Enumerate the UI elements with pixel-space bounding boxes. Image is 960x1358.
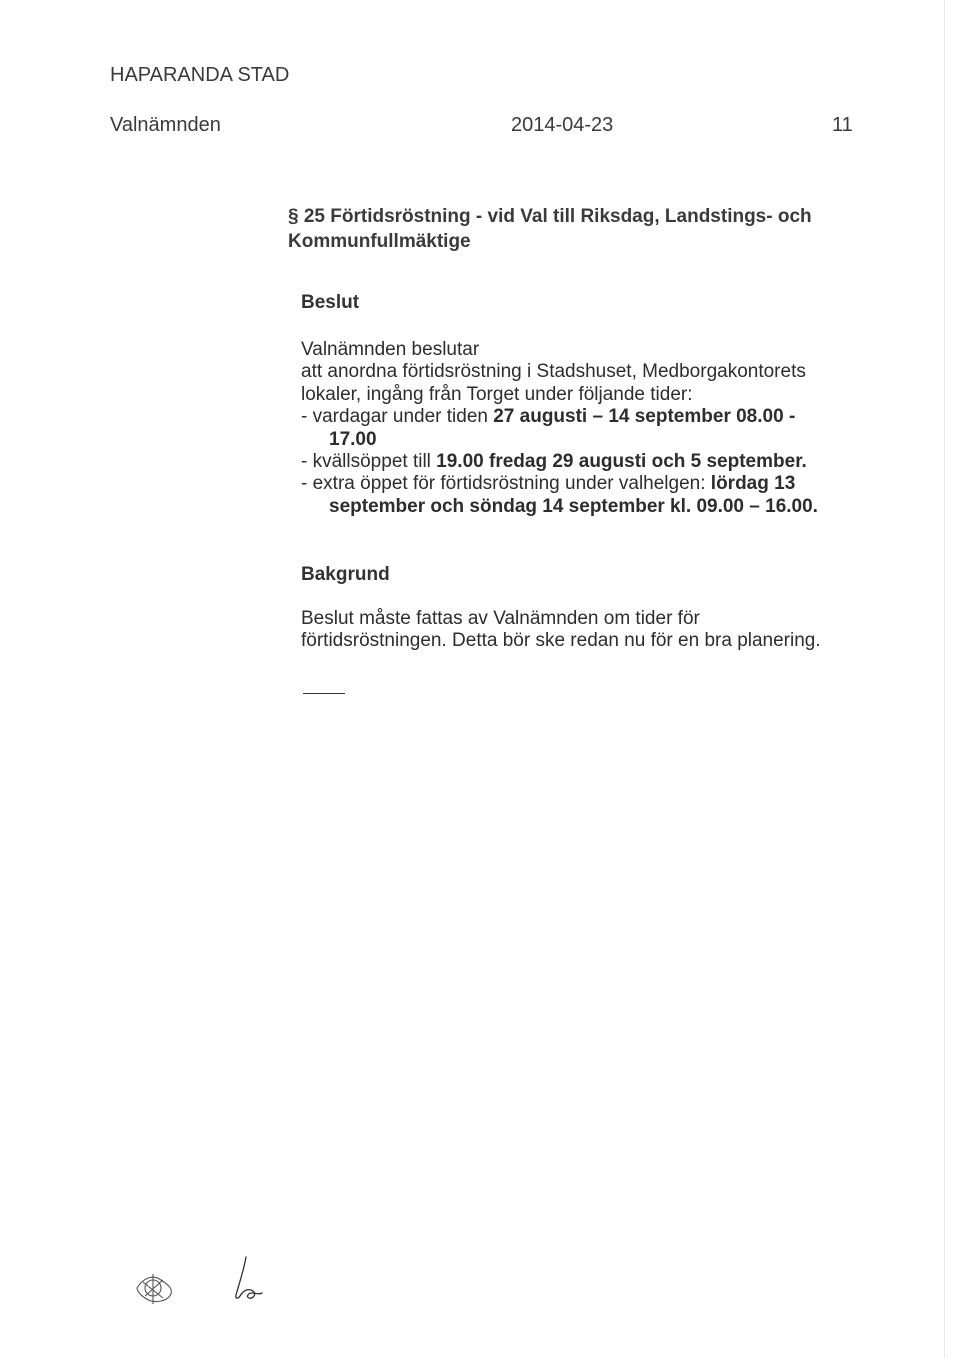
decision-item-weekend — [301, 473, 861, 495]
background-body — [301, 608, 861, 653]
organization-name: HAPARANDA STAD — [110, 64, 290, 86]
seal-stamp-icon — [133, 1268, 177, 1313]
item-bold-text: 27 augusti – 14 september 08.00 - — [493, 406, 796, 428]
background-heading: Bakgrund — [301, 564, 390, 585]
item-bold-text: 19.00 fredag 29 augusti och 5 september. — [436, 451, 807, 473]
end-rule — [303, 693, 345, 694]
decision-item-weekdays-cont — [301, 429, 861, 451]
decision-intro-line: Valnämnden beslutar — [301, 339, 480, 360]
scan-edge-line — [944, 0, 945, 1358]
decision-item-weekend-cont — [301, 496, 861, 518]
committee-name: Valnämnden — [110, 114, 221, 136]
decision-intro-line: lokaler, ingång från Torget under följande tider: — [301, 383, 693, 405]
decision-item-evening — [301, 451, 861, 473]
page-number: 11 — [832, 114, 853, 136]
decision-intro-line: att anordna förtidsröstning i Stadshuset, Medborgakontorets — [301, 361, 806, 383]
item-bold-text: 17.00 — [329, 428, 377, 450]
item-bold-text: lördag 13 — [710, 473, 796, 495]
meeting-date: 2014-04-23 — [511, 114, 614, 136]
item-text: - vardagar under tiden — [301, 406, 494, 428]
decision-body — [301, 339, 861, 518]
item-text: - extra öppet för förtidsröstning under valhelgen: — [301, 473, 711, 495]
decision-item-weekdays — [301, 406, 861, 428]
background-line: förtidsröstningen. Detta bör ske redan nu för en bra planering. — [301, 630, 821, 652]
decision-heading: Beslut — [301, 292, 360, 313]
item-bold-text: september och söndag 14 september kl. 09.00 – 16.00. — [329, 495, 818, 517]
item-text: - kvällsöppet till — [301, 451, 437, 473]
background-line: Beslut måste fattas av Valnämnden om tider för — [301, 608, 700, 629]
signature-initials — [222, 1255, 282, 1308]
section-title: § 25 Förtidsröstning - vid Val till Riksdag, Landstings- och Kommunfullmäktige — [288, 206, 812, 252]
